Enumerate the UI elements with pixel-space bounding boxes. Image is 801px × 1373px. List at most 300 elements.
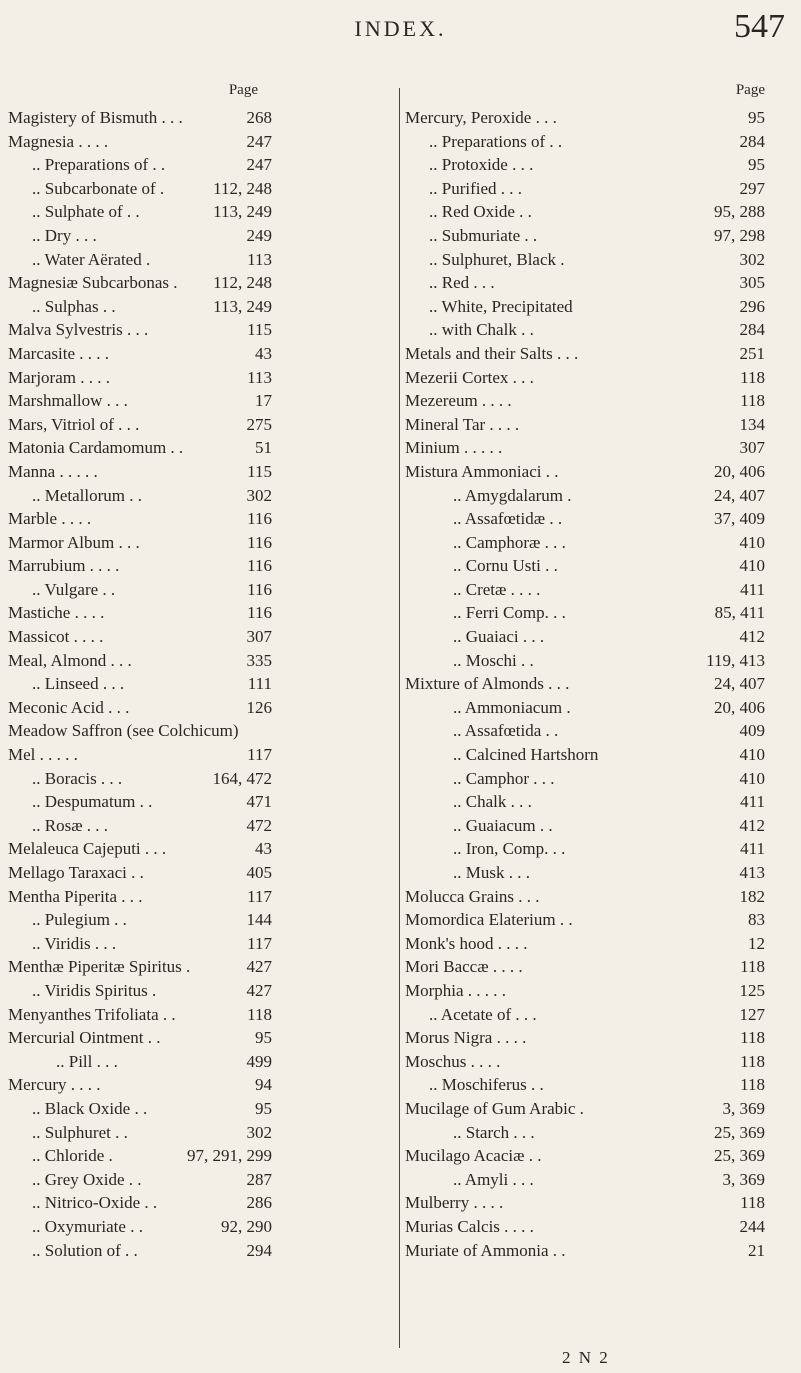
entry-pages: 113, 249 [213,296,272,316]
index-entry [405,177,771,201]
entry-name: Magnesia . . . . [8,131,109,151]
entry-name: .. Dry . . . [32,225,97,245]
index-entry [405,932,771,956]
entry-name: .. Ammoniacum . [453,697,571,717]
page-label: Page [735,82,765,98]
entry-pages: 412 [739,815,765,835]
entry-name: .. Viridis . . . [32,933,117,953]
index-entry [405,1168,771,1192]
entry-name: .. Metallorum . . [32,485,143,505]
entry-pages: 134 [739,414,765,434]
entry-name: .. Sulphuret . . [32,1122,128,1142]
left-entry-list [8,106,392,1262]
entry-pages: 95 [748,108,765,127]
entry-pages: 249 [246,225,272,245]
entry-name: .. with Chalk . . [429,320,534,340]
index-entry [8,790,392,814]
entry-pages: 111 [247,674,272,694]
index-entry [405,837,771,861]
entry-name: Meal, Almond . . . [8,650,132,670]
index-entry [405,885,771,909]
index-entry [405,1215,771,1239]
entry-name: .. Water Aërated . [32,249,151,269]
index-entry [405,342,771,366]
index-entry [8,955,392,979]
entry-name: Marjoram . . . . [8,367,110,387]
index-entry [405,861,771,885]
entry-name: Marcasite . . . . [8,343,110,363]
entry-pages: 118 [740,1193,765,1213]
entry-pages: 247 [246,131,272,151]
index-entry [8,318,392,342]
index-entry [405,601,771,625]
index-entry [405,672,771,696]
index-entry [405,248,771,272]
index-entry [8,601,392,625]
entry-pages: 302 [246,485,272,505]
entry-pages: 411 [740,792,765,812]
entry-name: .. Rosæ . . . [32,815,109,835]
entry-pages: 115 [247,461,272,481]
entry-pages: 118 [740,367,765,387]
index-entry [405,130,771,154]
index-entry [8,1003,392,1027]
entry-name: .. Sulphuret, Black . [429,249,565,269]
entry-pages: 413 [739,863,765,882]
entry-pages: 43 [255,343,272,363]
index-entry [8,1050,392,1074]
index-entry [405,1121,771,1145]
entry-name: .. Musk . . . [453,863,530,882]
entry-name: Mellago Taraxaci . . [8,863,144,882]
entry-pages: 427 [246,980,272,1000]
entry-name: Mucilago Acaciæ . . [405,1146,542,1166]
printer-signature: 2 N 2 [562,1348,610,1367]
index-entry [405,743,771,767]
entry-name: .. Boracis . . . [32,768,123,788]
entry-name: Minium . . . . . [405,438,503,458]
index-entry [8,625,392,649]
index-entry [8,1073,392,1097]
entry-name: .. Sulphate of . . [32,202,140,222]
index-entry [8,837,392,861]
entry-pages: 305 [739,273,765,293]
entry-pages: 97, 291, 299 [187,1146,272,1166]
entry-name: .. Guaiaci . . . [453,627,545,647]
entry-pages: 411 [740,839,765,859]
entry-name: .. Acetate of . . . [429,1004,537,1024]
entry-name: .. Chloride . [32,1146,113,1166]
entry-pages: 164, 472 [212,768,272,788]
entry-pages: 287 [246,1169,272,1189]
entry-pages: 294 [246,1240,272,1260]
index-entry [8,885,392,909]
index-entry [8,531,392,555]
entry-pages: 85, 411 [714,603,765,623]
index-entry [405,531,771,555]
entry-pages: 405 [246,863,272,882]
entry-name: .. Moschiferus . . [429,1075,544,1095]
entry-name: Marshmallow . . . [8,391,128,411]
entry-pages: 113, 249 [213,202,272,222]
entry-pages: 17 [255,391,272,411]
entry-name: .. Assafœtidæ . . [453,509,563,529]
index-entry [8,484,392,508]
entry-pages: 410 [739,532,765,552]
index-entry [405,955,771,979]
entry-pages: 251 [739,343,765,363]
index-entry [405,436,771,460]
entry-name: Manna . . . . . [8,461,98,481]
entry-pages: 3, 369 [722,1169,765,1189]
entry-name: .. Preparations of . . [429,131,563,151]
index-entry [8,1144,392,1168]
index-entry [405,1003,771,1027]
index-entry [405,814,771,838]
entry-pages: 25, 369 [714,1122,765,1142]
entry-name: Mastiche . . . . [8,603,105,623]
index-entry [8,106,392,130]
entry-pages: 116 [247,579,272,599]
index-entry [8,200,392,224]
index-entry [8,578,392,602]
index-entry [405,389,771,413]
index-entry [8,271,392,295]
index-entry [8,1121,392,1145]
entry-pages: 182 [739,886,765,906]
entry-name: .. Red . . . [429,273,495,293]
entry-name: Malva Sylvestris . . . [8,320,149,340]
entry-pages: 296 [739,296,765,316]
entry-pages: 307 [246,627,272,647]
entry-pages: 20, 406 [714,697,765,717]
index-entry [405,413,771,437]
entry-pages: 117 [247,745,272,765]
entry-name: .. Solution of . . [32,1240,138,1260]
column-divider [399,88,400,1348]
entry-pages: 113 [247,367,272,387]
index-entry [405,295,771,319]
index-entry [8,153,392,177]
page-column-label [405,82,771,106]
entry-name: Marmor Album . . . [8,532,140,552]
index-entry [405,106,771,130]
entry-pages: 144 [246,910,272,930]
index-entry [8,413,392,437]
entry-pages: 302 [739,249,765,269]
index-entry [405,1239,771,1263]
entry-name: .. Black Oxide . . [32,1098,148,1118]
entry-name: .. Chalk . . . [453,792,532,812]
index-entry [8,1239,392,1263]
entry-name: .. Moschi . . [453,650,534,670]
entry-name: Mezereum . . . . [405,391,512,411]
entry-name: Magnesiæ Subcarbonas . [8,273,178,293]
index-entry [405,1026,771,1050]
index-entry [405,1073,771,1097]
index-entry [405,1144,771,1168]
entry-pages: 247 [246,155,272,175]
index-entry [405,908,771,932]
index-entry [8,1097,392,1121]
entry-name: Massicot . . . . [8,627,104,647]
entry-name: Monk's hood . . . . [405,933,528,953]
entry-pages: 118 [740,391,765,411]
index-entry [8,932,392,956]
index-title: INDEX. [354,16,447,41]
entry-pages: 116 [247,556,272,576]
entry-pages: 95 [255,1098,272,1118]
index-entry [8,743,392,767]
entry-pages: 112, 248 [213,178,272,198]
entry-name: Meadow Saffron (see Colchicum) [8,721,239,741]
entry-pages: 95, 288 [714,202,765,222]
entry-pages: 25, 369 [714,1146,765,1166]
entry-pages: 268 [246,108,272,127]
entry-name: .. Viridis Spiritus . [32,980,157,1000]
entry-name: .. Protoxide . . . [429,155,534,175]
entry-name: .. Linseed . . . [32,674,125,694]
index-entry [8,719,392,743]
index-entry [405,625,771,649]
entry-pages: 412 [739,627,765,647]
entry-pages: 118 [740,1075,765,1095]
entry-name: Mercury . . . . [8,1075,101,1095]
entry-name: Magistery of Bismuth . . . [8,108,183,127]
entry-name: .. White, Precipitated [429,296,573,316]
entry-pages: 284 [739,131,765,151]
index-entry [8,861,392,885]
entry-name: Menyanthes Trifoliata . . [8,1004,176,1024]
entry-name: .. Cretæ . . . . [453,579,541,599]
entry-pages: 97, 298 [714,225,765,245]
entry-pages: 410 [739,556,765,576]
entry-name: .. Nitrico-Oxide . . [32,1193,158,1213]
index-entry [405,1191,771,1215]
entry-name: Molucca Grains . . . [405,886,540,906]
index-entry [8,1215,392,1239]
entry-pages: 427 [246,957,272,977]
entry-pages: 284 [739,320,765,340]
entry-name: Mezerii Cortex . . . [405,367,534,387]
entry-pages: 119, 413 [706,650,765,670]
entry-name: .. Camphoræ . . . [453,532,566,552]
entry-pages: 12 [748,933,765,953]
entry-pages: 297 [739,178,765,198]
index-entry [405,153,771,177]
page-column-label [8,82,392,106]
entry-name: Momordica Elaterium . . [405,910,573,930]
index-entry [8,436,392,460]
entry-pages: 471 [246,792,272,812]
entry-name: .. Grey Oxide . . [32,1169,142,1189]
entry-pages: 51 [255,438,272,458]
index-entry [8,389,392,413]
index-entry [8,177,392,201]
entry-name: Mucilage of Gum Arabic . [405,1098,584,1118]
entry-pages: 125 [739,980,765,1000]
index-entry [8,979,392,1003]
entry-name: Mulberry . . . . [405,1193,504,1213]
index-entry [8,767,392,791]
entry-name: Mars, Vitriol of . . . [8,414,140,434]
entry-name: Mori Baccæ . . . . [405,957,523,977]
entry-name: .. Pill . . . [56,1051,118,1071]
entry-pages: 409 [739,721,765,741]
entry-name: Meconic Acid . . . [8,697,130,717]
entry-name: .. Subcarbonate of . [32,178,165,198]
index-entry [405,271,771,295]
index-entry [405,554,771,578]
page-number: 547 [734,8,785,45]
index-entry [405,460,771,484]
index-entry [405,767,771,791]
index-entry [8,1168,392,1192]
entry-pages: 95 [748,155,765,175]
entry-name: Mel . . . . . [8,745,78,765]
entry-pages: 410 [739,745,765,765]
entry-pages: 95 [255,1028,272,1048]
entry-name: .. Iron, Comp. . . [453,839,566,859]
index-entry [405,696,771,720]
entry-pages: 37, 409 [714,509,765,529]
entry-name: .. Purified . . . [429,178,523,198]
entry-name: .. Oxymuriate . . [32,1216,143,1236]
entry-pages: 116 [247,509,272,529]
entry-pages: 244 [739,1216,765,1236]
entry-name: Mercurial Ointment . . [8,1028,161,1048]
entry-name: Melaleuca Cajeputi . . . [8,839,167,859]
index-entry [405,578,771,602]
entry-name: Muriate of Ammonia . . [405,1240,566,1260]
entry-name: Mercury, Peroxide . . . [405,108,557,127]
entry-pages: 118 [740,1028,765,1048]
entry-pages: 117 [247,933,272,953]
entry-name: Matonia Cardamomum . . [8,438,184,458]
entry-pages: 24, 407 [714,674,765,694]
index-entry [8,460,392,484]
entry-pages: 3, 369 [722,1098,765,1118]
index-entry [8,224,392,248]
entry-pages: 410 [739,768,765,788]
index-entry [405,484,771,508]
entry-pages: 126 [246,697,272,717]
index-entry [405,1050,771,1074]
entry-pages: 20, 406 [714,461,765,481]
entry-pages: 92, 290 [221,1216,272,1236]
index-entry [405,507,771,531]
index-entry [8,366,392,390]
entry-pages: 43 [255,839,272,859]
entry-pages: 118 [740,957,765,977]
entry-pages: 24, 407 [714,485,765,505]
entry-pages: 83 [748,910,765,930]
entry-name: .. Sulphas . . [32,296,116,316]
entry-pages: 335 [246,650,272,670]
entry-pages: 127 [739,1004,765,1024]
entry-pages: 286 [246,1193,272,1213]
entry-pages: 116 [247,532,272,552]
index-entry [405,649,771,673]
entry-name: Moschus . . . . [405,1051,501,1071]
right-column [405,82,771,1262]
entry-name: Metals and their Salts . . . [405,343,579,363]
entry-name: Mistura Ammoniaci . . [405,461,559,481]
entry-name: .. Pulegium . . [32,910,127,930]
entry-name: .. Camphor . . . [453,768,555,788]
index-entry [405,1097,771,1121]
left-column [8,82,392,1262]
entry-name: .. Ferri Comp. . . [453,603,566,623]
entry-pages: 113 [247,249,272,269]
entry-name: Marrubium . . . . [8,556,120,576]
entry-pages: 94 [255,1075,272,1095]
index-entry [8,342,392,366]
index-entry [405,318,771,342]
entry-name: .. Red Oxide . . [429,202,532,222]
index-entry [405,979,771,1003]
index-entry [8,248,392,272]
entry-name: .. Despumatum . . [32,792,153,812]
entry-pages: 499 [246,1051,272,1071]
entry-pages: 115 [247,320,272,340]
index-entry [8,1026,392,1050]
index-entry [8,1191,392,1215]
entry-name: Morphia . . . . . [405,980,507,1000]
index-entry [405,366,771,390]
index-entry [8,130,392,154]
entry-name: .. Cornu Usti . . [453,556,558,576]
entry-name: Murias Calcis . . . . [405,1216,534,1236]
index-entry [405,719,771,743]
entry-name: .. Amygdalarum . [453,485,572,505]
index-entry [8,649,392,673]
entry-pages: 302 [246,1122,272,1142]
entry-name: .. Amyli . . . [453,1169,534,1189]
entry-name: .. Assafœtida . . [453,721,559,741]
index-entry [405,790,771,814]
entry-name: Mineral Tar . . . . [405,414,520,434]
entry-pages: 116 [247,603,272,623]
page-header [0,8,801,58]
entry-pages: 472 [246,815,272,835]
entry-pages: 21 [748,1240,765,1260]
entry-name: .. Guaiacum . . [453,815,553,835]
index-entry [405,224,771,248]
entry-name: .. Calcined Hartshorn [453,745,599,765]
index-entry [405,200,771,224]
entry-name: .. Submuriate . . [429,225,538,245]
index-entry [8,814,392,838]
entry-name: .. Vulgare . . [32,579,116,599]
entry-name: .. Preparations of . . [32,155,166,175]
entry-pages: 112, 248 [213,273,272,293]
entry-name: Morus Nigra . . . . [405,1028,527,1048]
entry-pages: 411 [740,579,765,599]
index-entry [8,672,392,696]
entry-pages: 117 [247,886,272,906]
index-entry [8,507,392,531]
entry-name: Menthæ Piperitæ Spiritus . [8,957,191,977]
entry-name: Mentha Piperita . . . [8,886,143,906]
page-label: Page [228,82,258,98]
entry-name: .. Starch . . . [453,1122,535,1142]
entry-pages: 118 [247,1004,272,1024]
entry-name: Marble . . . . [8,509,92,529]
index-entry [8,295,392,319]
entry-pages: 275 [246,414,272,434]
right-entry-list [405,106,771,1262]
